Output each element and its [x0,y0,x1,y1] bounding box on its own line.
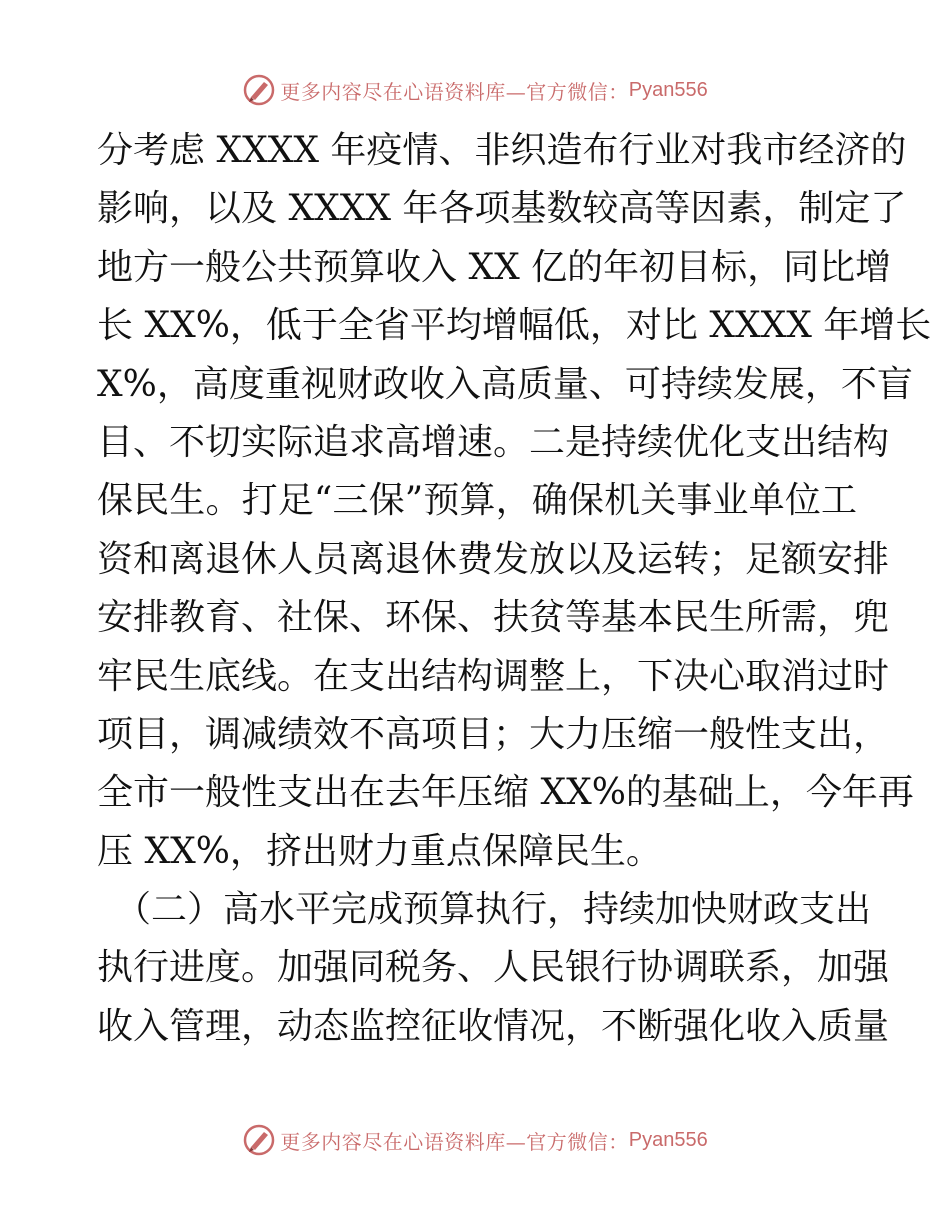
text-line: 项目，调减绩效不高项目；大力压缩一般性支出， [97,713,890,755]
watermark-wechat-id: Pyan556 [628,1128,708,1151]
watermark-text: 更多内容尽在心语资料库—官方微信： [280,1129,629,1154]
body-text [97,122,932,1056]
watermark-text: 更多内容尽在心语资料库—官方微信： [280,79,629,104]
text-line: 影响，以及 XXXX 年各项基数较高等因素，制定了 [97,188,907,230]
text-line: 执行进度。加强同税务、人民银行协调联系，加强 [97,947,890,989]
text-line: 资和离退休人员离退休费发放以及运转；足额安排 [97,538,890,580]
footer-watermark [0,1120,950,1160]
watermark-wechat-id: Pyan556 [628,78,708,101]
text-line: 牢民生底线。在支出结构调整上，下决心取消过时 [97,655,890,697]
text-line: 分考虑 XXXX 年疫情、非织造布行业对我市经济的 [97,130,907,171]
section-heading-line: （二）高水平完成预算执行，持续加快财政支出 [115,889,872,931]
text-line: X%，高度重视财政收入高质量、可持续发展，不盲 [97,363,913,405]
text-line: 安排教育、社保、环保、扶贫等基本民生所需，兜 [97,597,890,639]
text-line: 收入管理，动态监控征收情况，不断强化收入质量 [97,1005,890,1047]
pen-logo-icon [242,73,276,107]
header-watermark [0,70,950,110]
text-line: 保民生。打足“三保”预算，确保机关事业单位工 [97,480,857,522]
text-line: 压 XX%，挤出财力重点保障民生。 [97,830,662,872]
text-line: 地方一般公共预算收入 XX 亿的年初目标，同比增 [97,246,892,288]
text-line: 长 XX%，低于全省平均增幅低，对比 XXXX 年增长 [97,305,932,347]
pen-logo-icon [242,1123,276,1157]
text-line: 目、不切实际追求高增速。二是持续优化支出结构 [97,421,890,463]
text-line: 全市一般性支出在去年压缩 XX%的基础上，今年再 [97,772,914,814]
